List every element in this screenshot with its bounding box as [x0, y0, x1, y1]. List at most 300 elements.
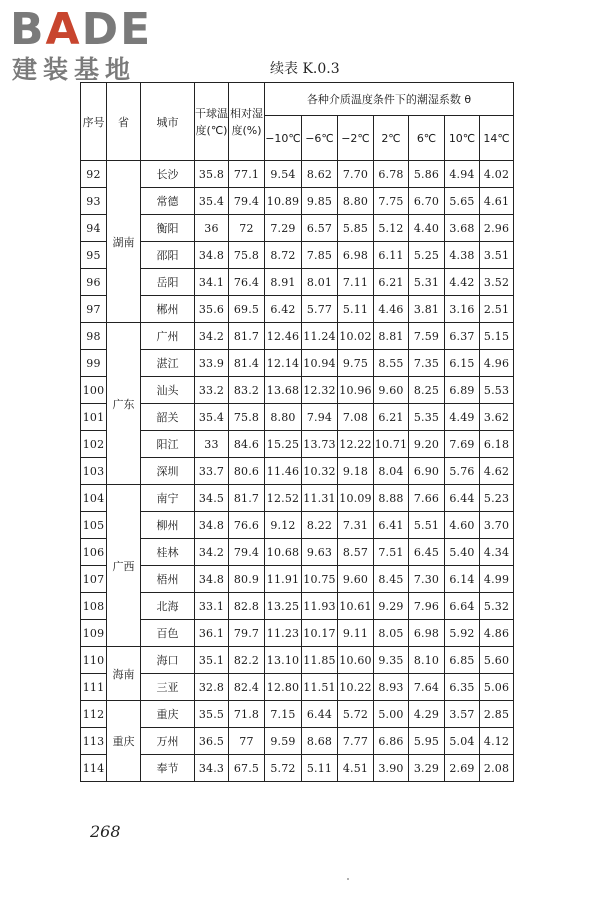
cell-coefficient: 6.21	[374, 404, 409, 431]
cell-humidity: 81.4	[229, 350, 265, 377]
cell-coefficient: 8.57	[338, 539, 374, 566]
cell-coefficient: 9.63	[302, 539, 338, 566]
cell-city: 长沙	[141, 161, 195, 188]
cell-dry-bulb: 33.2	[195, 377, 229, 404]
cell-coefficient: 6.86	[374, 728, 409, 755]
cell-coefficient: 10.02	[338, 323, 374, 350]
table-row	[81, 404, 514, 431]
cell-coefficient: 10.61	[338, 593, 374, 620]
cell-coefficient: 11.31	[302, 485, 338, 512]
cell-city: 三亚	[141, 674, 195, 701]
cell-dry-bulb: 34.1	[195, 269, 229, 296]
table-row	[81, 593, 514, 620]
cell-coefficient: 2.96	[480, 215, 514, 242]
cell-coefficient: 9.20	[409, 431, 445, 458]
cell-humidity: 80.6	[229, 458, 265, 485]
cell-coefficient: 3.51	[480, 242, 514, 269]
cell-coefficient: 3.81	[409, 296, 445, 323]
cell-coefficient: 10.17	[302, 620, 338, 647]
cell-coefficient: 5.00	[374, 701, 409, 728]
table-row	[81, 566, 514, 593]
cell-dry-bulb: 34.5	[195, 485, 229, 512]
cell-humidity: 80.9	[229, 566, 265, 593]
cell-humidity: 75.8	[229, 404, 265, 431]
cell-coefficient: 7.96	[409, 593, 445, 620]
cell-coefficient: 4.02	[480, 161, 514, 188]
cell-index: 100	[81, 377, 107, 404]
cell-coefficient: 5.32	[480, 593, 514, 620]
cell-coefficient: 10.96	[338, 377, 374, 404]
cell-coefficient: 11.46	[265, 458, 302, 485]
cell-index: 107	[81, 566, 107, 593]
cell-province: 广西	[107, 485, 141, 647]
cell-coefficient: 6.14	[445, 566, 480, 593]
cell-index: 95	[81, 242, 107, 269]
cell-coefficient: 9.59	[265, 728, 302, 755]
cell-coefficient: 13.10	[265, 647, 302, 674]
header-dry-bulb: 干球温度(℃)	[195, 83, 229, 161]
cell-coefficient: 15.25	[265, 431, 302, 458]
cell-coefficient: 3.16	[445, 296, 480, 323]
cell-coefficient: 7.75	[374, 188, 409, 215]
cell-dry-bulb: 35.8	[195, 161, 229, 188]
cell-coefficient: 13.68	[265, 377, 302, 404]
cell-city: 海口	[141, 647, 195, 674]
cell-coefficient: 9.75	[338, 350, 374, 377]
cell-dry-bulb: 34.3	[195, 755, 229, 782]
table-row	[81, 188, 514, 215]
cell-coefficient: 4.62	[480, 458, 514, 485]
cell-index: 103	[81, 458, 107, 485]
cell-dry-bulb: 35.4	[195, 404, 229, 431]
cell-coefficient: 3.29	[409, 755, 445, 782]
cell-coefficient: 8.80	[338, 188, 374, 215]
cell-coefficient: 6.98	[409, 620, 445, 647]
header-humidity: 相对湿度(%)	[229, 83, 265, 161]
table-row	[81, 485, 514, 512]
cell-coefficient: 10.89	[265, 188, 302, 215]
cell-coefficient: 4.96	[480, 350, 514, 377]
cell-index: 104	[81, 485, 107, 512]
cell-coefficient: 11.23	[265, 620, 302, 647]
cell-coefficient: 8.55	[374, 350, 409, 377]
table-row	[81, 539, 514, 566]
cell-coefficient: 6.44	[445, 485, 480, 512]
cell-coefficient: 11.24	[302, 323, 338, 350]
cell-coefficient: 9.12	[265, 512, 302, 539]
cell-index: 111	[81, 674, 107, 701]
cell-city: 湛江	[141, 350, 195, 377]
header-index: 序号	[81, 83, 107, 161]
header-temp-2: −2℃	[338, 116, 374, 161]
header-city: 城市	[141, 83, 195, 161]
header-temp-5: 10℃	[445, 116, 480, 161]
cell-coefficient: 3.70	[480, 512, 514, 539]
header-temp-3: 2℃	[374, 116, 409, 161]
cell-coefficient: 8.25	[409, 377, 445, 404]
table-row	[81, 350, 514, 377]
cell-coefficient: 10.60	[338, 647, 374, 674]
cell-city: 常德	[141, 188, 195, 215]
cell-dry-bulb: 33.9	[195, 350, 229, 377]
cell-index: 114	[81, 755, 107, 782]
cell-city: 阳江	[141, 431, 195, 458]
cell-city: 深圳	[141, 458, 195, 485]
cell-coefficient: 5.60	[480, 647, 514, 674]
cell-city: 百色	[141, 620, 195, 647]
cell-city: 岳阳	[141, 269, 195, 296]
table-row	[81, 161, 514, 188]
cell-coefficient: 5.31	[409, 269, 445, 296]
table-row	[81, 620, 514, 647]
table-title: 续表 K.0.3	[270, 61, 340, 77]
cell-coefficient: 4.38	[445, 242, 480, 269]
cell-coefficient: 7.35	[409, 350, 445, 377]
cell-coefficient: 8.81	[374, 323, 409, 350]
cell-coefficient: 4.42	[445, 269, 480, 296]
cell-coefficient: 7.59	[409, 323, 445, 350]
cell-coefficient: 8.22	[302, 512, 338, 539]
cell-coefficient: 7.08	[338, 404, 374, 431]
cell-coefficient: 9.18	[338, 458, 374, 485]
cell-coefficient: 10.75	[302, 566, 338, 593]
cell-index: 96	[81, 269, 107, 296]
cell-coefficient: 5.25	[409, 242, 445, 269]
table-row	[81, 215, 514, 242]
cell-city: 梧州	[141, 566, 195, 593]
cell-coefficient: 6.41	[374, 512, 409, 539]
cell-coefficient: 7.66	[409, 485, 445, 512]
cell-dry-bulb: 33.1	[195, 593, 229, 620]
cell-coefficient: 11.93	[302, 593, 338, 620]
cell-index: 97	[81, 296, 107, 323]
cell-humidity: 69.5	[229, 296, 265, 323]
logo-wordmark: BADE	[10, 4, 153, 55]
cell-index: 110	[81, 647, 107, 674]
cell-humidity: 77.1	[229, 161, 265, 188]
cell-coefficient: 4.34	[480, 539, 514, 566]
cell-coefficient: 2.85	[480, 701, 514, 728]
cell-humidity: 75.8	[229, 242, 265, 269]
cell-coefficient: 6.64	[445, 593, 480, 620]
cell-index: 92	[81, 161, 107, 188]
cell-coefficient: 5.51	[409, 512, 445, 539]
cell-coefficient: 5.65	[445, 188, 480, 215]
cell-humidity: 71.8	[229, 701, 265, 728]
cell-coefficient: 9.54	[265, 161, 302, 188]
cell-humidity: 82.8	[229, 593, 265, 620]
cell-city: 韶关	[141, 404, 195, 431]
cell-city: 南宁	[141, 485, 195, 512]
cell-city: 万州	[141, 728, 195, 755]
cell-coefficient: 13.73	[302, 431, 338, 458]
cell-coefficient: 8.05	[374, 620, 409, 647]
header-moisture-group: 各种介质温度条件下的潮湿系数 θ	[265, 83, 514, 116]
cell-coefficient: 8.91	[265, 269, 302, 296]
cell-dry-bulb: 32.8	[195, 674, 229, 701]
table-row	[81, 674, 514, 701]
cell-humidity: 81.7	[229, 323, 265, 350]
cell-city: 汕头	[141, 377, 195, 404]
cell-coefficient: 6.11	[374, 242, 409, 269]
cell-province: 湖南	[107, 161, 141, 323]
cell-coefficient: 11.91	[265, 566, 302, 593]
cell-city: 郴州	[141, 296, 195, 323]
cell-index: 94	[81, 215, 107, 242]
table-row	[81, 296, 514, 323]
cell-coefficient: 5.95	[409, 728, 445, 755]
cell-index: 101	[81, 404, 107, 431]
cell-city: 柳州	[141, 512, 195, 539]
table-row	[81, 458, 514, 485]
cell-coefficient: 4.99	[480, 566, 514, 593]
cell-index: 105	[81, 512, 107, 539]
cell-coefficient: 12.46	[265, 323, 302, 350]
cell-coefficient: 4.46	[374, 296, 409, 323]
cell-coefficient: 5.85	[338, 215, 374, 242]
cell-coefficient: 8.04	[374, 458, 409, 485]
cell-coefficient: 9.85	[302, 188, 338, 215]
header-temp-0: −10℃	[265, 116, 302, 161]
table-body	[81, 161, 514, 782]
cell-coefficient: 7.15	[265, 701, 302, 728]
cell-dry-bulb: 34.2	[195, 539, 229, 566]
cell-coefficient: 5.72	[338, 701, 374, 728]
table-row	[81, 647, 514, 674]
cell-coefficient: 4.61	[480, 188, 514, 215]
cell-coefficient: 4.49	[445, 404, 480, 431]
cell-coefficient: 8.68	[302, 728, 338, 755]
table-row	[81, 701, 514, 728]
cell-coefficient: 6.85	[445, 647, 480, 674]
cell-city: 广州	[141, 323, 195, 350]
cell-index: 99	[81, 350, 107, 377]
cell-coefficient: 3.57	[445, 701, 480, 728]
cell-city: 北海	[141, 593, 195, 620]
cell-index: 93	[81, 188, 107, 215]
cell-coefficient: 5.35	[409, 404, 445, 431]
cell-coefficient: 10.32	[302, 458, 338, 485]
cell-coefficient: 3.68	[445, 215, 480, 242]
cell-coefficient: 5.12	[374, 215, 409, 242]
cell-city: 奉节	[141, 755, 195, 782]
cell-coefficient: 8.80	[265, 404, 302, 431]
cell-coefficient: 10.09	[338, 485, 374, 512]
cell-coefficient: 7.94	[302, 404, 338, 431]
cell-coefficient: 12.52	[265, 485, 302, 512]
cell-coefficient: 5.40	[445, 539, 480, 566]
cell-city: 邵阳	[141, 242, 195, 269]
cell-coefficient: 5.15	[480, 323, 514, 350]
cell-dry-bulb: 35.6	[195, 296, 229, 323]
cell-humidity: 76.4	[229, 269, 265, 296]
table-row	[81, 512, 514, 539]
cell-dry-bulb: 35.4	[195, 188, 229, 215]
cell-coefficient: 6.35	[445, 674, 480, 701]
cell-coefficient: 4.40	[409, 215, 445, 242]
cell-coefficient: 7.70	[338, 161, 374, 188]
cell-city: 重庆	[141, 701, 195, 728]
cell-coefficient: 6.44	[302, 701, 338, 728]
cell-coefficient: 5.11	[338, 296, 374, 323]
cell-index: 98	[81, 323, 107, 350]
cell-humidity: 84.6	[229, 431, 265, 458]
cell-coefficient: 6.37	[445, 323, 480, 350]
header-temp-4: 6℃	[409, 116, 445, 161]
cell-coefficient: 7.11	[338, 269, 374, 296]
cell-coefficient: 7.64	[409, 674, 445, 701]
cell-dry-bulb: 34.8	[195, 512, 229, 539]
table-row	[81, 242, 514, 269]
cell-coefficient: 4.94	[445, 161, 480, 188]
cell-humidity: 67.5	[229, 755, 265, 782]
cell-dry-bulb: 34.8	[195, 242, 229, 269]
cell-coefficient: 9.29	[374, 593, 409, 620]
cell-city: 衡阳	[141, 215, 195, 242]
cell-coefficient: 10.22	[338, 674, 374, 701]
table-row	[81, 431, 514, 458]
table-row	[81, 269, 514, 296]
cell-coefficient: 12.14	[265, 350, 302, 377]
cell-coefficient: 10.68	[265, 539, 302, 566]
table-row	[81, 323, 514, 350]
cell-dry-bulb: 34.2	[195, 323, 229, 350]
cell-coefficient: 3.52	[480, 269, 514, 296]
cell-coefficient: 2.51	[480, 296, 514, 323]
cell-coefficient: 6.18	[480, 431, 514, 458]
cell-index: 102	[81, 431, 107, 458]
cell-humidity: 72	[229, 215, 265, 242]
cell-coefficient: 6.78	[374, 161, 409, 188]
cell-coefficient: 8.45	[374, 566, 409, 593]
header-row-top	[81, 83, 514, 116]
cell-coefficient: 9.60	[338, 566, 374, 593]
cell-dry-bulb: 36.1	[195, 620, 229, 647]
cell-coefficient: 7.69	[445, 431, 480, 458]
cell-coefficient: 4.86	[480, 620, 514, 647]
cell-humidity: 79.7	[229, 620, 265, 647]
cell-coefficient: 5.11	[302, 755, 338, 782]
header-province: 省	[107, 83, 141, 161]
cell-coefficient: 6.70	[409, 188, 445, 215]
cell-coefficient: 8.01	[302, 269, 338, 296]
cell-coefficient: 6.42	[265, 296, 302, 323]
cell-humidity: 79.4	[229, 539, 265, 566]
header-temp-6: 14℃	[480, 116, 514, 161]
cell-coefficient: 9.35	[374, 647, 409, 674]
cell-coefficient: 8.62	[302, 161, 338, 188]
cell-coefficient: 5.92	[445, 620, 480, 647]
cell-coefficient: 8.88	[374, 485, 409, 512]
cell-coefficient: 7.85	[302, 242, 338, 269]
logo-subtitle: 建装基地	[12, 55, 137, 84]
cell-coefficient: 7.51	[374, 539, 409, 566]
cell-coefficient: 6.89	[445, 377, 480, 404]
cell-humidity: 77	[229, 728, 265, 755]
scan-speck	[347, 878, 349, 880]
cell-coefficient: 5.53	[480, 377, 514, 404]
cell-dry-bulb: 33	[195, 431, 229, 458]
cell-dry-bulb: 35.1	[195, 647, 229, 674]
cell-humidity: 82.2	[229, 647, 265, 674]
cell-coefficient: 9.11	[338, 620, 374, 647]
cell-index: 112	[81, 701, 107, 728]
cell-index: 108	[81, 593, 107, 620]
cell-city: 桂林	[141, 539, 195, 566]
cell-coefficient: 7.29	[265, 215, 302, 242]
cell-coefficient: 5.77	[302, 296, 338, 323]
cell-coefficient: 6.15	[445, 350, 480, 377]
cell-coefficient: 3.62	[480, 404, 514, 431]
cell-coefficient: 8.10	[409, 647, 445, 674]
cell-coefficient: 4.12	[480, 728, 514, 755]
cell-index: 109	[81, 620, 107, 647]
cell-coefficient: 10.94	[302, 350, 338, 377]
cell-coefficient: 12.32	[302, 377, 338, 404]
cell-dry-bulb: 33.7	[195, 458, 229, 485]
cell-province: 海南	[107, 647, 141, 701]
cell-humidity: 81.7	[229, 485, 265, 512]
cell-coefficient: 7.30	[409, 566, 445, 593]
cell-coefficient: 13.25	[265, 593, 302, 620]
cell-coefficient: 5.06	[480, 674, 514, 701]
cell-province: 重庆	[107, 701, 141, 782]
cell-coefficient: 2.69	[445, 755, 480, 782]
cell-coefficient: 12.22	[338, 431, 374, 458]
cell-coefficient: 7.31	[338, 512, 374, 539]
cell-coefficient: 11.85	[302, 647, 338, 674]
cell-coefficient: 7.77	[338, 728, 374, 755]
cell-coefficient: 8.72	[265, 242, 302, 269]
cell-coefficient: 5.04	[445, 728, 480, 755]
table-row	[81, 728, 514, 755]
cell-coefficient: 5.72	[265, 755, 302, 782]
cell-coefficient: 4.29	[409, 701, 445, 728]
cell-dry-bulb: 36.5	[195, 728, 229, 755]
cell-index: 113	[81, 728, 107, 755]
cell-coefficient: 5.86	[409, 161, 445, 188]
moisture-coefficient-table	[80, 82, 514, 782]
cell-coefficient: 10.71	[374, 431, 409, 458]
cell-humidity: 82.4	[229, 674, 265, 701]
page-number: 268	[90, 822, 121, 841]
table-row	[81, 755, 514, 782]
cell-humidity: 79.4	[229, 188, 265, 215]
cell-coefficient: 8.93	[374, 674, 409, 701]
cell-coefficient: 3.90	[374, 755, 409, 782]
cell-coefficient: 6.98	[338, 242, 374, 269]
cell-province: 广东	[107, 323, 141, 485]
cell-index: 106	[81, 539, 107, 566]
cell-coefficient: 6.21	[374, 269, 409, 296]
cell-dry-bulb: 34.8	[195, 566, 229, 593]
cell-dry-bulb: 36	[195, 215, 229, 242]
cell-coefficient: 5.76	[445, 458, 480, 485]
cell-coefficient: 4.51	[338, 755, 374, 782]
table-row	[81, 377, 514, 404]
cell-coefficient: 4.60	[445, 512, 480, 539]
cell-coefficient: 11.51	[302, 674, 338, 701]
cell-coefficient: 6.90	[409, 458, 445, 485]
cell-coefficient: 9.60	[374, 377, 409, 404]
cell-coefficient: 12.80	[265, 674, 302, 701]
cell-coefficient: 5.23	[480, 485, 514, 512]
cell-dry-bulb: 35.5	[195, 701, 229, 728]
cell-coefficient: 6.45	[409, 539, 445, 566]
cell-coefficient: 2.08	[480, 755, 514, 782]
cell-humidity: 83.2	[229, 377, 265, 404]
header-temp-1: −6℃	[302, 116, 338, 161]
